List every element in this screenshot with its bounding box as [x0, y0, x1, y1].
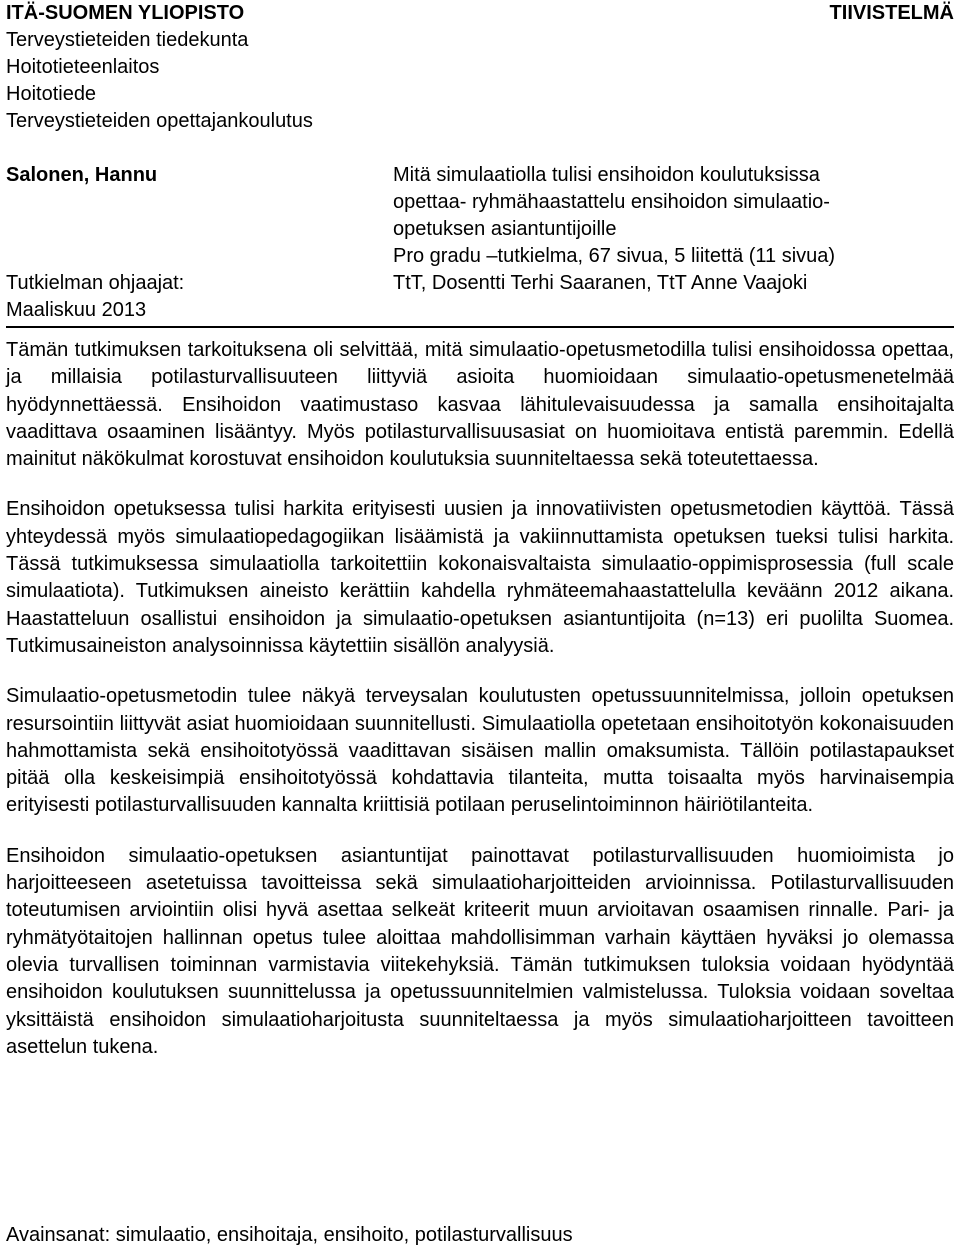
university-name: ITÄ-SUOMEN YLIOPISTO [6, 2, 245, 24]
department-line: Hoitotieteenlaitos [6, 56, 160, 78]
abstract-body [6, 337, 954, 1084]
document-type-label: TIIVISTELMÄ [829, 2, 954, 24]
meta-right-column [393, 162, 953, 297]
keywords-line: Avainsanat: simulaatio, ensihoitaja, ensihoito, potilasturvallisuus [6, 1224, 573, 1246]
supervisors-label: Tutkielman ohjaajat: [6, 272, 185, 294]
thesis-title-line: opetuksen asiantuntijoille [393, 218, 617, 240]
header-divider [6, 326, 954, 328]
abstract-paragraph: Ensihoidon simulaatio-opetuksen asiantuntijat painottavat potilasturvallisuuden huomioimista jo harjoitteeseen asetetuissa tavoitteissa sekä simulaatioharjoitteiden arvioinnissa. Potilasturvallisuuden toteutumisen arviointiin olisi hyvä asettaa selkeät kriteerit muun arvioitavan osaamisen rinnalle. Pari- ja ryhmätyötaitojen hallinnan opetus tulee aloittaa mahdollisimman varhain käyttäen hyväksi jo olemassa olevia turvallisen toiminnan varmistavia viitekehyksiä. Tämän tutkimuksen tuloksia voidaan hyödyntää ensihoidon koulutuksen suunnittelussa ja opetussuunnitelmien valmistelussa. Tuloksia voidaan soveltaa yksittäistä ensihoidon simulaatioharjoitusta suunniteltaessa ja myös simulaatioharjoitteen tavoitteen asettelun tukena. [6, 844, 954, 1058]
page-header [6, 0, 954, 135]
abstract-paragraph: Simulaatio-opetusmetodin tulee näkyä terveysalan koulutusten opetussuunnitelmissa, jolloin opetuksen resursointiin liittyvät asiat huomioidaan suunnitellusti. Simulaatiolla opetetaan ensihoitotyön kokonaisuuden hahmottamista sekä ensihoitotyössä vaadittavan sisäisen mallin omaksumista. Tällöin potilastapaukset pitää olla keskeisimpiä ensihoitotyössä kohdattavia tilanteita, mutta toisaalta myös harvinaisempia erityisesti potilasturvallisuuden kannalta kriittisiä potilaan peruselintoiminnon häiriötilanteita. [6, 685, 954, 817]
subject-line: Hoitotiede [6, 83, 97, 105]
thesis-extent: Pro gradu –tutkielma, 67 sivua, 5 liitettä (11 sivua) [393, 245, 836, 267]
abstract-paragraph: Tämän tutkimuksen tarkoituksena oli selvittää, mitä simulaatio-opetusmetodilla tulisi ensihoidossa opettaa, ja millaisia potilasturvallisuuteen liittyviä asioita huomioidaan simulaatio-opetusmenetelmää hyödynnettäessä. Ensihoidon vaatimustaso kasvaa lähitulevaisuudessa ja samalla ensihoitajalta vaadittava osaaminen lisääntyy. Myös potilasturvallisuusasiat on huomioitava entistä paremmin. Edellä mainitut näkökulmat korostuvat ensihoidon koulutuksia suunniteltaessa sekä toteutettaessa. [6, 339, 954, 471]
meta-left-column [6, 162, 376, 324]
publication-date: Maaliskuu 2013 [6, 299, 147, 321]
supervisors-names: TtT, Dosentti Terhi Saaranen, TtT Anne Vaajoki [393, 272, 808, 294]
abstract-paragraph: Ensihoidon opetuksessa tulisi harkita erityisesti uusien ja innovatiivisten opetusmetodien käyttöä. Tässä yhteydessä myös simulaatiopedagogiikan lisäämistä ja vakiinnuttamista opetuksen tueksi tulisi harkita. Tässä tutkimuksessa simulaatiolla tarkoitettiin kokonaisvaltaista simulaatio-oppimisprosessia (full scale simulaatiota). Tutkimuksen aineisto kerättiin kahdella ryhmäteemahaastattelulla keväänn 2012 aikana. Haastatteluun osallistui ensihoidon ja simulaatio-opetuksen asiantuntijoita (n=13) eri puolilta Suomea. Tutkimusaineiston analysoinnissa käytettiin sisällön analyysiä. [6, 498, 954, 657]
thesis-title-line: opettaa- ryhmähaastattelu ensihoidon simulaatio- [393, 191, 830, 213]
spacer [6, 189, 376, 270]
faculty-line: Terveystieteiden tiedekunta [6, 29, 249, 51]
thesis-title-line: Mitä simulaatiolla tulisi ensihoidon koulutuksissa [393, 164, 820, 186]
program-line: Terveystieteiden opettajankoulutus [6, 110, 313, 132]
author-name: Salonen, Hannu [6, 164, 158, 186]
